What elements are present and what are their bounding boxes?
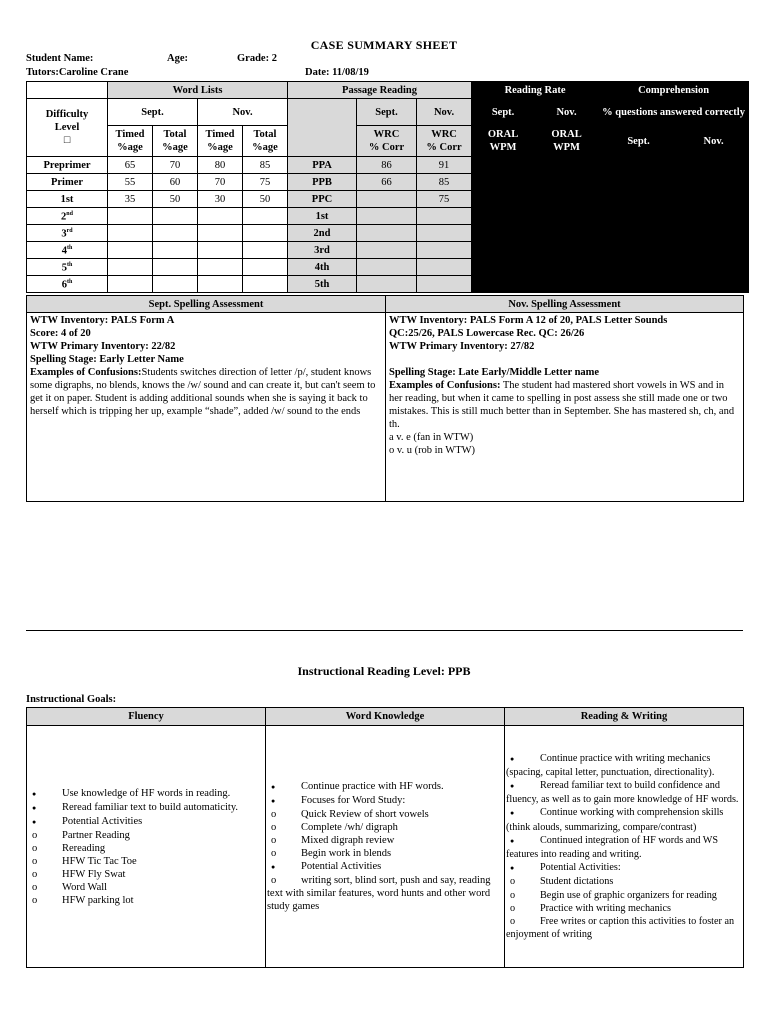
- difficulty-level-cell: 6th: [27, 276, 108, 293]
- timed-nov-header: [198, 126, 243, 157]
- difficulty-level-cell: Primer: [27, 174, 108, 191]
- score-cell: [243, 259, 288, 276]
- oral-text: ORAL: [487, 129, 519, 140]
- score-cell: [108, 259, 153, 276]
- pr-nov-header: Nov.: [417, 99, 472, 126]
- oral-text: ORAL: [551, 129, 582, 140]
- instructional-goals-table: [26, 707, 744, 968]
- page-title: CASE SUMMARY SHEET: [310, 38, 458, 52]
- confusions-text: Students switches direction of letter /p/, student knows some digraphs, no blends, knows the /w/ sound and can create it, but can't seem to get it on paper. Student is adding additional sounds when she is saying it back to herself which is tripping her up, example “shade”, added /w/ sound to the ends: [30, 367, 376, 417]
- score-cell: 35: [108, 191, 153, 208]
- goal-list-item: [28, 787, 264, 801]
- circle-bullet-icon: o: [32, 829, 38, 841]
- nov-confusions: [389, 379, 740, 431]
- goal-list-item: [28, 829, 264, 842]
- goal-list-item: [28, 801, 264, 815]
- fluency-cell: [27, 726, 266, 968]
- confusions-label: Examples of Confusions:: [30, 367, 142, 378]
- goal-text: Continue working with comprehension skills (think alouds, summarizing, compare/contrast): [506, 807, 724, 833]
- goal-text: Continue practice with writing mechanics (spacing, capital letter, punctuation, directionality).: [506, 752, 715, 778]
- sept-primary-inventory: WTW Primary Inventory: 22/82: [30, 341, 176, 352]
- confusions-label: Examples of Confusions:: [389, 380, 501, 391]
- nov-qc: QC:25/26, PALS Lowercase Rec. QC: 26/26: [389, 328, 585, 339]
- comp-sept-header: Sept.: [599, 126, 679, 157]
- dot-bullet-icon: ●: [510, 754, 515, 763]
- sept-spelling-stage: Spelling Stage: Early Letter Name: [30, 354, 184, 365]
- score-cell: 30: [198, 191, 243, 208]
- passage-blank-header: [288, 99, 357, 157]
- goal-text: Focuses for Word Study:: [301, 795, 406, 806]
- nov-inventory: WTW Inventory: PALS Form A 12 of 20, PALS Letter Sounds: [389, 315, 668, 326]
- score-cell: [153, 276, 198, 293]
- nov-spelling-stage: Spelling Stage: Late Early/Middle Letter name: [389, 367, 600, 378]
- instructional-level: Instructional Reading Level: PPB: [297, 664, 471, 678]
- goal-list-item: [28, 842, 264, 855]
- wrc-sept-header: [357, 126, 417, 157]
- goal-list-item: [267, 808, 503, 821]
- ordinal-suffix: th: [66, 262, 73, 269]
- circle-bullet-icon: o: [32, 855, 38, 867]
- dot-bullet-icon: ●: [32, 789, 37, 798]
- timed-text: Timed: [205, 129, 235, 140]
- score-cell: [198, 242, 243, 259]
- nov-example-1: a v. e (fan in WTW): [389, 432, 474, 443]
- circle-bullet-icon: o: [510, 902, 516, 914]
- score-cell: [108, 208, 153, 225]
- score-cell: [108, 242, 153, 259]
- score-cell: [153, 225, 198, 242]
- difficulty-level-cell: 4th: [27, 242, 108, 259]
- dot-bullet-icon: ●: [32, 817, 37, 826]
- passage-level-cell: 4th: [288, 259, 357, 276]
- circle-bullet-icon: o: [271, 822, 277, 833]
- goal-list-item: [506, 915, 742, 941]
- goal-text: Student dictations: [540, 876, 614, 888]
- score-cell: [198, 225, 243, 242]
- wrc-text: WRC: [373, 129, 400, 140]
- circle-bullet-icon: o: [271, 848, 277, 859]
- goal-text: Use knowledge of HF words in reading.: [62, 787, 231, 799]
- word-knowledge-cell: [266, 726, 505, 968]
- nov-spelling-cell: [386, 313, 744, 502]
- pct-text: %age: [252, 142, 278, 153]
- goal-list-item: [267, 874, 503, 913]
- passage-level-cell: 5th: [288, 276, 357, 293]
- goal-list-item: [28, 855, 264, 868]
- goal-text: Rereading: [62, 842, 106, 854]
- score-cell: [243, 242, 288, 259]
- horizontal-divider: [26, 630, 743, 631]
- score-cell: 66: [357, 174, 417, 191]
- date-label: Date: 11/08/19: [305, 67, 369, 78]
- passage-reading-header: Passage Reading: [288, 82, 472, 99]
- circle-bullet-icon: o: [32, 894, 38, 906]
- score-cell: [357, 242, 417, 259]
- goal-text: Continue practice with HF words.: [301, 781, 444, 792]
- score-cell: [417, 208, 472, 225]
- goal-list-item: [267, 834, 503, 847]
- score-cell: 85: [417, 174, 472, 191]
- total-sept-header: [153, 126, 198, 157]
- score-cell: 91: [417, 157, 472, 174]
- score-cell: 70: [198, 174, 243, 191]
- goal-list-item: [506, 752, 742, 779]
- reading-writing-cell: [505, 726, 744, 968]
- dot-bullet-icon: ●: [510, 781, 515, 790]
- ordinal-suffix: nd: [66, 211, 73, 218]
- dot-bullet-icon: ●: [510, 864, 515, 873]
- goal-list-item: [267, 860, 503, 874]
- dot-bullet-icon: ●: [271, 863, 276, 871]
- passage-level-cell: 1st: [288, 208, 357, 225]
- goal-text: Begin use of graphic organizers for reading: [540, 889, 717, 901]
- goal-text: Continued integration of HF words and WS features into reading and writing.: [506, 834, 719, 860]
- circle-bullet-icon: o: [510, 916, 516, 928]
- goal-list-item: [28, 894, 264, 907]
- fluency-header: Fluency: [27, 708, 266, 726]
- score-cell: 50: [243, 191, 288, 208]
- wpm-text: WPM: [489, 142, 517, 153]
- passage-level-cell: 3rd: [288, 242, 357, 259]
- passage-level-cell: PPA: [288, 157, 357, 174]
- score-cell: [357, 259, 417, 276]
- goal-list-item: [506, 834, 742, 861]
- goal-list-item: [28, 815, 264, 829]
- score-cell: [357, 208, 417, 225]
- pct-text: %age: [162, 142, 188, 153]
- goal-list-item: [267, 821, 503, 834]
- goal-list-item: [267, 847, 503, 860]
- sept-spelling-header: Sept. Spelling Assessment: [27, 296, 386, 313]
- score-cell: [357, 225, 417, 242]
- goal-text: Mixed digraph review: [301, 835, 395, 846]
- score-cell: 85: [243, 157, 288, 174]
- circle-bullet-icon: o: [32, 881, 38, 893]
- timed-text: Timed: [115, 129, 145, 140]
- reading-rate-header: Reading Rate: [472, 82, 599, 99]
- sept-confusions: [30, 366, 382, 418]
- ordinal-suffix: rd: [66, 228, 73, 235]
- difficulty-text: Difficulty: [45, 109, 89, 120]
- passage-level-cell: PPC: [288, 191, 357, 208]
- instructional-goals-label: Instructional Goals:: [26, 694, 117, 705]
- pct-text: %age: [117, 142, 143, 153]
- difficulty-level-cell: 2nd: [27, 208, 108, 225]
- goal-text: Partner Reading: [62, 829, 130, 841]
- goal-text: Begin work in blends: [301, 848, 392, 859]
- circle-bullet-icon: o: [271, 835, 277, 846]
- corr-text: % Corr: [426, 142, 462, 153]
- goal-text: HFW parking lot: [62, 894, 134, 906]
- wl-nov-header: Nov.: [198, 99, 288, 126]
- goal-list-item: [28, 881, 264, 894]
- wrc-nov-header: [417, 126, 472, 157]
- score-cell: 80: [198, 157, 243, 174]
- wpm-text: WPM: [553, 142, 580, 153]
- total-text: Total: [253, 129, 277, 140]
- difficulty-level-header: [27, 99, 108, 157]
- nov-spelling-header: Nov. Spelling Assessment: [386, 296, 744, 313]
- comprehension-header: Comprehension: [599, 82, 749, 99]
- score-cell: [108, 225, 153, 242]
- nov-primary-inventory: WTW Primary Inventory: 27/82: [389, 341, 535, 352]
- student-name-label: Student Name:: [26, 53, 94, 64]
- word-lists-header: Word Lists: [108, 82, 288, 99]
- score-cell: 60: [153, 174, 198, 191]
- goal-text: HFW Tic Tac Toe: [62, 855, 137, 867]
- rr-nov-header: Nov.: [535, 99, 599, 126]
- goal-list-item: [28, 868, 264, 881]
- goal-text: Word Wall: [62, 881, 108, 893]
- score-cell: [243, 276, 288, 293]
- score-cell: 75: [243, 174, 288, 191]
- circle-bullet-icon: o: [32, 842, 38, 854]
- score-cell: 50: [153, 191, 198, 208]
- rr-sept-header: Sept.: [472, 99, 535, 126]
- score-cell: [198, 276, 243, 293]
- difficulty-level-cell: 1st: [27, 191, 108, 208]
- score-cell: [198, 208, 243, 225]
- score-cell: 65: [108, 157, 153, 174]
- difficulty-level-cell: 3rd: [27, 225, 108, 242]
- sept-spelling-cell: [27, 313, 386, 502]
- oral-sept-header: [472, 126, 535, 157]
- goal-list-item: [506, 861, 742, 875]
- goal-text: Potential Activities: [62, 815, 143, 827]
- goal-text: Potential Activities: [301, 861, 382, 872]
- dot-bullet-icon: ●: [32, 803, 37, 812]
- goal-list-item: [267, 794, 503, 808]
- score-cell: 75: [417, 191, 472, 208]
- score-cell: [153, 242, 198, 259]
- goal-text: writing sort, blind sort, push and say, reading text with similar features, word hunts and other word study games: [267, 875, 491, 912]
- goal-text: Free writes or caption this activities to foster an enjoyment of writing: [506, 916, 735, 941]
- pr-sept-header: Sept.: [357, 99, 417, 126]
- total-nov-header: [243, 126, 288, 157]
- score-cell: [357, 191, 417, 208]
- passage-level-cell: 2nd: [288, 225, 357, 242]
- sept-inventory: WTW Inventory: PALS Form A: [30, 315, 175, 326]
- score-cell: [357, 276, 417, 293]
- wl-sept-header: Sept.: [108, 99, 198, 126]
- pct-text: %age: [207, 142, 233, 153]
- goal-text: Potential Activities:: [540, 862, 621, 874]
- score-cell: [417, 259, 472, 276]
- timed-sept-header: [108, 126, 153, 157]
- comp-nov-header: Nov.: [679, 126, 749, 157]
- ordinal-suffix: th: [66, 279, 73, 286]
- score-cell: 70: [153, 157, 198, 174]
- goal-text: Complete /wh/ digraph: [301, 822, 398, 833]
- goal-list-item: [506, 875, 742, 888]
- corr-text: % Corr: [368, 142, 405, 153]
- score-cell: [243, 208, 288, 225]
- goal-list-item: [267, 780, 503, 794]
- goal-text: HFW Fly Swat: [62, 868, 126, 880]
- dot-bullet-icon: ●: [271, 797, 276, 805]
- grid-row: [27, 157, 749, 174]
- dot-bullet-icon: ●: [271, 783, 276, 791]
- difficulty-level-cell: Preprimer: [27, 157, 108, 174]
- circle-bullet-icon: o: [271, 875, 277, 886]
- score-cell: 86: [357, 157, 417, 174]
- corner-cell: [27, 82, 108, 99]
- ordinal-suffix: th: [66, 245, 73, 252]
- score-cell: 55: [108, 174, 153, 191]
- circle-bullet-icon: o: [271, 809, 277, 820]
- confusions-text: The student had mastered short vowels in WS and in her reading, but when it came to spelling in post assess she still made one or two mistakes. This is still much better than in September. She has mastered sh, ch, and th.: [389, 380, 735, 430]
- pct-questions-header: % questions answered correctly: [599, 99, 749, 126]
- goal-list-item: [506, 889, 742, 902]
- checkbox-glyph: □: [63, 135, 71, 146]
- goal-list-item: [506, 779, 742, 806]
- score-cell: [153, 259, 198, 276]
- sept-score: Score: 4 of 20: [30, 328, 91, 339]
- score-cell: [153, 208, 198, 225]
- goal-list-item: [506, 806, 742, 833]
- dot-bullet-icon: ●: [510, 809, 515, 818]
- score-cell: [417, 225, 472, 242]
- oral-nov-header: [535, 126, 599, 157]
- reading-writing-header: Reading & Writing: [505, 708, 744, 726]
- score-cell: [417, 242, 472, 259]
- circle-bullet-icon: o: [32, 868, 38, 880]
- level-text: Level: [54, 122, 80, 133]
- tutors-label: Tutors:Caroline Crane: [26, 67, 129, 78]
- goal-text: Practice with writing mechanics: [540, 902, 671, 914]
- nov-example-2: o v. u (rob in WTW): [389, 445, 476, 456]
- score-cell: [417, 276, 472, 293]
- wrc-text: WRC: [431, 129, 457, 140]
- circle-bullet-icon: o: [510, 889, 516, 901]
- word-knowledge-header: Word Knowledge: [266, 708, 505, 726]
- goal-text: Reread familiar text to build confidence and fluency, as well as to gain more knowledge of HF words.: [506, 779, 739, 806]
- circle-bullet-icon: o: [510, 876, 516, 888]
- score-cell: [108, 276, 153, 293]
- goal-text: Reread familiar text to build automaticity.: [62, 801, 239, 813]
- passage-level-cell: PPB: [288, 174, 357, 191]
- goal-text: Quick Review of short vowels: [301, 809, 429, 820]
- assessment-grid: [26, 81, 749, 293]
- total-text: Total: [163, 129, 187, 140]
- score-cell: [243, 225, 288, 242]
- reading-comprehension-blank: [472, 157, 749, 293]
- spelling-assessment-table: [26, 295, 744, 502]
- goal-list-item: [506, 902, 742, 915]
- age-label: Age:: [167, 53, 188, 64]
- grade-label: Grade: 2: [237, 53, 277, 64]
- score-cell: [198, 259, 243, 276]
- difficulty-level-cell: 5th: [27, 259, 108, 276]
- dot-bullet-icon: ●: [510, 836, 515, 845]
